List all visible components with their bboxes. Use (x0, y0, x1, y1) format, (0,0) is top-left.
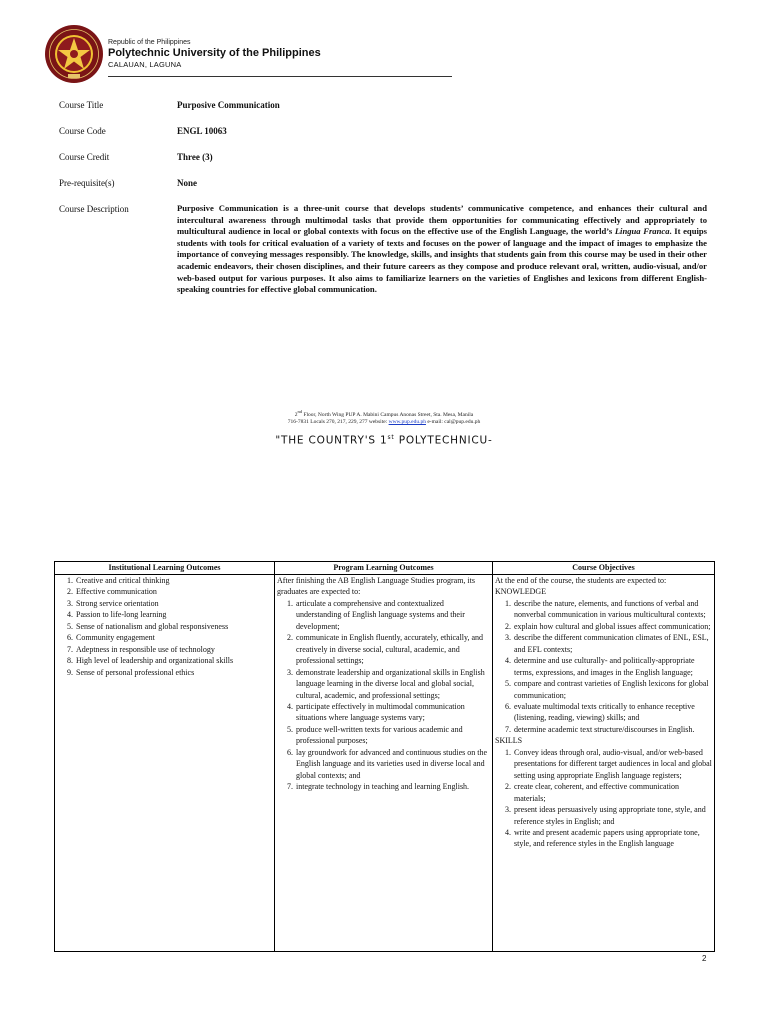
description-italic: Lingua Franca (614, 226, 670, 237)
university-seal (44, 24, 104, 84)
plo-list (277, 598, 490, 793)
list-item: 7. integrate technology in teaching and learning English. (295, 781, 490, 792)
list-item: 2. create clear, coherent, and effective communication materials; (513, 781, 712, 804)
list-item: 2. explain how cultural and global issues affect communication; (513, 621, 712, 632)
list-item: 6. lay groundwork for advanced and continuous studies on the English language and its varieties used in diverse local and global contexts; and (295, 747, 490, 781)
letterhead (108, 38, 321, 70)
course-credit-label: Course Credit (59, 152, 110, 162)
description-part-1: Purposive Communication is a three-unit course that develops students’ communicative competence, and enhances their cultural and intercultural awareness through multimodal tasks that provide them opportunities for communicating effectively and appropriately to multicultural audience in local or global contexts with focus on the effective use of the English Language, the world’s (177, 203, 707, 237)
slogan-post: POLYTECHNICU- (394, 434, 493, 447)
list-item: 4. determine and use culturally- and politically-appropriate terms, expressions, and images in the English language; (513, 655, 712, 678)
course-code-value: ENGL 10063 (177, 126, 227, 136)
ilo-cell (55, 575, 275, 952)
course-description-label: Course Description (59, 204, 129, 214)
list-item: 5. Sense of nationalism and global responsiveness (75, 621, 272, 632)
outcomes-table (54, 561, 715, 952)
list-item: 9. Sense of personal professional ethics (75, 667, 272, 678)
skills-list (495, 747, 712, 850)
page-number: 2 (702, 954, 707, 963)
list-item: 1. articulate a comprehensive and contextualized understanding of English language systems and their development; (295, 598, 490, 632)
plo-cell (275, 575, 493, 952)
knowledge-heading: KNOWLEDGE (495, 587, 547, 597)
campus-name: CALAUAN, LAGUNA (108, 60, 182, 69)
list-item: 2. Effective communication (75, 586, 272, 597)
header-divider (108, 76, 452, 77)
plo-header: Program Learning Outcomes (275, 562, 493, 575)
floor-sup: nd (297, 409, 303, 414)
phone-text: 716-7831 Locals 270, 217, 229, 277 website: (287, 418, 389, 425)
course-code-label: Course Code (59, 126, 106, 136)
co-cell (493, 575, 715, 952)
list-item: 1. describe the nature, elements, and functions of verbal and nonverbal communication in various multicultural contexts; (513, 598, 712, 621)
description-part-2: . It equips students with tools for critical evaluation of a variety of texts and focuses on the power of language and the impact of images to emphasize the importance of conveying messages responsibly. The knowledge, skills, and insights that students gain from this course may be used in their other academic endeavors, their chosen disciplines, and their future careers as they compose and produce relevant oral, written, audio-visual, and/or web-based output for various purposes. It also aims to familiarize learners on the varieties of Englishes and lexicons from different English-speaking countries for effective global communication. (177, 226, 707, 295)
list-item: 8. High level of leadership and organizational skills (75, 655, 272, 666)
course-title-label: Course Title (59, 100, 104, 110)
co-intro: At the end of the course, the students are expected to: (495, 576, 667, 585)
prerequisite-value: None (177, 178, 197, 188)
list-item: 3. present ideas persuasively using appropriate tone, style, and reference styles in English; and (513, 804, 712, 827)
contact-line (0, 419, 768, 426)
list-item: 3. demonstrate leadership and organizational skills in English language learning in the diverse local and global social, cultural, academic, and professional settings; (295, 667, 490, 701)
list-item: 2. communicate in English fluently, accurately, ethically, and creatively in diverse social, cultural, academic, and professional settings; (295, 632, 490, 666)
email-text: e-mail: cal@pup.edu.ph (425, 418, 481, 425)
address-footer (0, 408, 768, 426)
course-credit-value: Three (3) (177, 152, 213, 162)
ilo-header: Institutional Learning Outcomes (55, 562, 275, 575)
list-item: 5. compare and contrast varieties of English lexicons for global communication; (513, 678, 712, 701)
list-item: 5. produce well-written texts for various academic and professional purposes; (295, 724, 490, 747)
slogan-pre: "THE COUNTRY'S 1 (275, 434, 388, 447)
list-item: 1. Creative and critical thinking (75, 575, 272, 586)
republic-line: Republic of the Philippines (108, 39, 191, 46)
list-item: 1. Convey ideas through oral, audio-visual, and/or web-based presentations for different target audiences in local and global setting using appropriate English language registers; (513, 747, 712, 781)
list-item: 6. evaluate multimodal texts critically to enhance receptive (listening, reading, viewing) skills; and (513, 701, 712, 724)
address-text: Floor, North Wing PUP A. Mabini Campus Anonas Street, Sta. Mesa, Manila (302, 411, 474, 418)
prerequisite-label: Pre-requisite(s) (59, 178, 115, 188)
list-item: 4. write and present academic papers using appropriate tone, style, and reference styles in the English language (513, 827, 712, 850)
list-item: 7. Adeptness in responsible use of technology (75, 644, 272, 655)
list-item: 7. determine academic text structure/discourses in English. (513, 724, 712, 735)
list-item: 4. participate effectively in multimodal communication situations where language systems vary; (295, 701, 490, 724)
co-header: Course Objectives (493, 562, 715, 575)
course-description-text (177, 203, 707, 296)
list-item: 3. describe the different communication climates of ENL, ESL, and EFL contexts; (513, 632, 712, 655)
website-link[interactable]: www.pup.edu.ph (388, 418, 426, 425)
skills-heading: SKILLS (495, 736, 523, 746)
course-title-value: Purposive Communication (177, 100, 280, 110)
plo-intro: After finishing the AB English Language Studies program, its graduates are expected to: (277, 576, 475, 597)
address-line: 2nd Floor, North Wing PUP A. Mabini Campus Anonas Street, Sta. Mesa, Manila (294, 409, 474, 418)
list-item: 6. Community engagement (75, 632, 272, 643)
ilo-list (57, 575, 272, 678)
slogan-sup: st (387, 434, 395, 441)
list-item: 4. Passion to life-long learning (75, 609, 272, 620)
university-slogan (0, 434, 768, 447)
list-item: 3. Strong service orientation (75, 598, 272, 609)
university-name: Polytechnic University of the Philippines (108, 47, 321, 59)
table-body-row (55, 575, 715, 952)
table-header-row (55, 562, 715, 575)
knowledge-list (495, 598, 712, 735)
